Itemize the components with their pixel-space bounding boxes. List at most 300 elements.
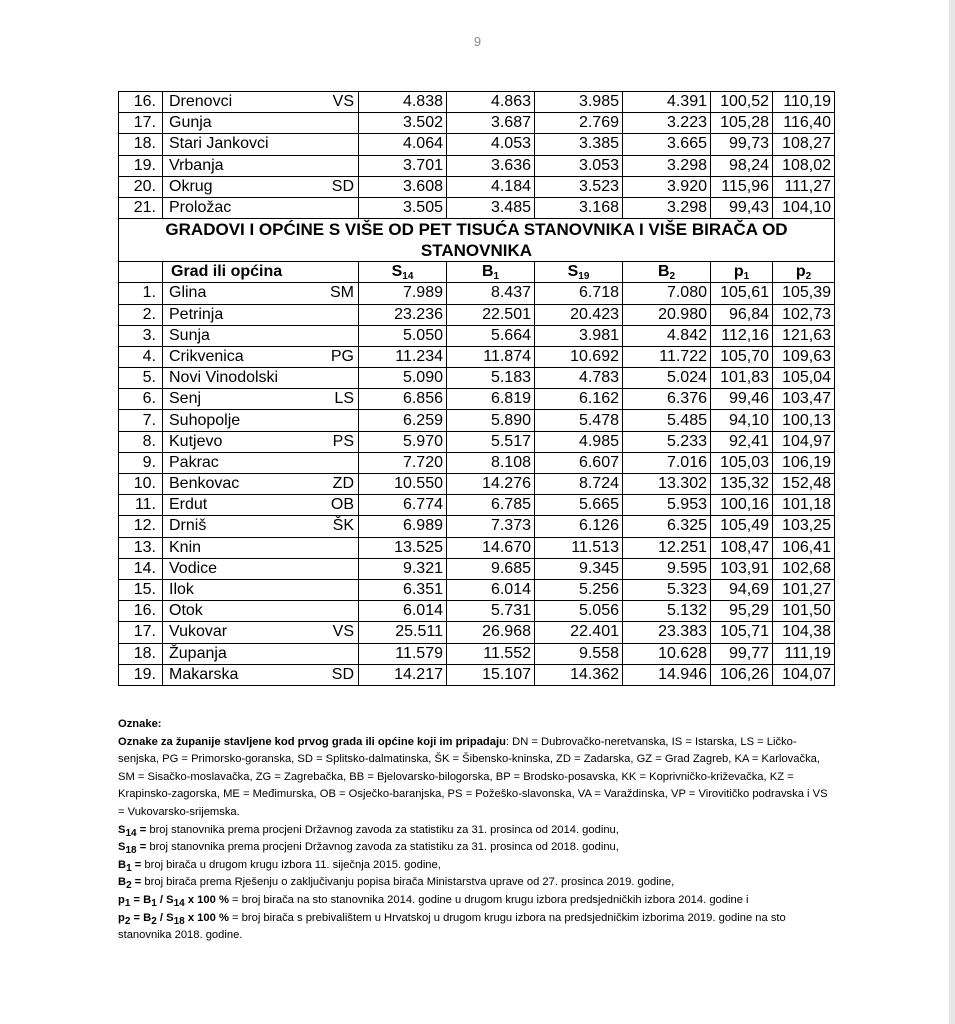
s18-sub: 18 xyxy=(125,845,137,857)
row-s14: 7.720 xyxy=(359,452,447,473)
p2-s2: 2 xyxy=(151,915,157,927)
row-city: Petrinja xyxy=(163,304,313,325)
row-b2: 10.628 xyxy=(623,643,711,664)
row-b1: 4.053 xyxy=(447,134,535,155)
row-b1: 3.636 xyxy=(447,155,535,176)
row-b1: 8.437 xyxy=(447,283,535,304)
table-row xyxy=(119,346,835,367)
row-p1: 99,73 xyxy=(711,134,773,155)
row-s14: 3.701 xyxy=(359,155,447,176)
row-city: Senj xyxy=(163,389,313,410)
s14-eq: = xyxy=(136,823,147,836)
row-b1: 22.501 xyxy=(447,304,535,325)
row-s19: 6.718 xyxy=(535,283,623,304)
row-s14: 3.505 xyxy=(359,197,447,218)
row-city: Drenovci xyxy=(163,92,313,113)
row-s14: 5.050 xyxy=(359,325,447,346)
row-p1: 103,91 xyxy=(711,558,773,579)
row-b1: 3.485 xyxy=(447,197,535,218)
row-number: 8. xyxy=(119,431,163,452)
row-p2: 101,50 xyxy=(773,601,835,622)
row-city: Suhopolje xyxy=(163,410,313,431)
row-p1: 105,49 xyxy=(711,516,773,537)
p1-f4: x 100 % xyxy=(184,893,229,906)
b2-symbol: B xyxy=(118,876,127,889)
row-number: 16. xyxy=(119,92,163,113)
row-p2: 104,97 xyxy=(773,431,835,452)
table-row xyxy=(119,643,835,664)
row-county xyxy=(313,601,359,622)
row-s14: 6.014 xyxy=(359,601,447,622)
row-s19: 3.981 xyxy=(535,325,623,346)
table-row xyxy=(119,410,835,431)
notes-heading: Oznake: xyxy=(118,718,162,730)
table-row xyxy=(119,389,835,410)
notes-p1 xyxy=(118,892,834,910)
row-number: 6. xyxy=(119,389,163,410)
p2-f2: = B xyxy=(130,911,152,924)
notes xyxy=(118,716,834,945)
header-city: Grad ili općina xyxy=(163,262,359,283)
row-s14: 23.236 xyxy=(359,304,447,325)
p1-text: = broj birača na sto stanovnika 2014. godine u drugom krugu izbora predsjedničkih izbora 2014. godine i xyxy=(228,893,749,906)
row-b1: 14.670 xyxy=(447,537,535,558)
row-county xyxy=(313,368,359,389)
row-city: Benkovac xyxy=(163,474,313,495)
header-p1-symbol: p xyxy=(733,263,744,281)
row-s19: 4.783 xyxy=(535,368,623,389)
table-row xyxy=(119,579,835,600)
row-p1: 108,47 xyxy=(711,537,773,558)
row-p1: 94,10 xyxy=(711,410,773,431)
header-p1 xyxy=(711,262,773,283)
header-s14-symbol: S xyxy=(391,263,403,281)
section-title-row xyxy=(119,219,835,262)
b1-eq: = xyxy=(131,858,142,871)
row-p2: 111,27 xyxy=(773,176,835,197)
header-b1-symbol: B xyxy=(481,263,494,281)
row-s14: 6.351 xyxy=(359,579,447,600)
table-row xyxy=(119,304,835,325)
row-city: Erdut xyxy=(163,495,313,516)
page-edge xyxy=(949,0,955,1024)
table-row xyxy=(119,664,835,685)
row-s14: 11.234 xyxy=(359,346,447,367)
row-city: Ilok xyxy=(163,579,313,600)
row-s19: 6.607 xyxy=(535,452,623,473)
row-s19: 3.053 xyxy=(535,155,623,176)
row-s19: 2.769 xyxy=(535,113,623,134)
row-p2: 101,18 xyxy=(773,495,835,516)
row-b2: 5.953 xyxy=(623,495,711,516)
row-county xyxy=(313,134,359,155)
row-county xyxy=(313,410,359,431)
row-city: Pakrac xyxy=(163,452,313,473)
table-row xyxy=(119,558,835,579)
header-p2-sub: 2 xyxy=(805,271,812,283)
row-s14: 6.774 xyxy=(359,495,447,516)
row-s14: 3.502 xyxy=(359,113,447,134)
table-row xyxy=(119,134,835,155)
row-county xyxy=(313,558,359,579)
row-p1: 96,84 xyxy=(711,304,773,325)
row-city: Makarska xyxy=(163,664,313,685)
row-number: 2. xyxy=(119,304,163,325)
row-b2: 6.325 xyxy=(623,516,711,537)
row-number: 1. xyxy=(119,283,163,304)
p1-f3: / S xyxy=(156,893,174,906)
row-p2: 108,27 xyxy=(773,134,835,155)
row-p1: 100,52 xyxy=(711,92,773,113)
row-county: VS xyxy=(313,92,359,113)
row-p1: 105,71 xyxy=(711,622,773,643)
row-county xyxy=(313,197,359,218)
p1-f2: = B xyxy=(130,893,152,906)
notes-b1 xyxy=(118,857,834,875)
notes-b2 xyxy=(118,874,834,892)
row-city: Knin xyxy=(163,537,313,558)
row-county xyxy=(313,537,359,558)
notes-p2 xyxy=(118,910,834,945)
row-county: SD xyxy=(313,664,359,685)
row-county xyxy=(313,325,359,346)
table-row xyxy=(119,431,835,452)
row-s19: 4.985 xyxy=(535,431,623,452)
header-s19-sub: 19 xyxy=(578,271,590,283)
row-s19: 9.558 xyxy=(535,643,623,664)
row-s19: 8.724 xyxy=(535,474,623,495)
row-b1: 7.373 xyxy=(447,516,535,537)
row-city: Vukovar xyxy=(163,622,313,643)
b2-sub: 2 xyxy=(126,880,132,892)
p2-s3: 18 xyxy=(173,915,185,927)
row-p1: 105,70 xyxy=(711,346,773,367)
row-number: 16. xyxy=(119,601,163,622)
row-city: Okrug xyxy=(163,176,313,197)
s14-text: broj stanovnika prema procjeni Državnog zavoda za statistiku za 31. prosinca od 2014. godinu, xyxy=(146,823,619,836)
table-row xyxy=(119,474,835,495)
table-row xyxy=(119,622,835,643)
page-number: 9 xyxy=(473,34,482,49)
row-p1: 115,96 xyxy=(711,176,773,197)
row-county xyxy=(313,579,359,600)
row-b1: 9.685 xyxy=(447,558,535,579)
row-p1: 112,16 xyxy=(711,325,773,346)
row-b2: 23.383 xyxy=(623,622,711,643)
row-county: OB xyxy=(313,495,359,516)
row-p1: 99,46 xyxy=(711,389,773,410)
row-b2: 9.595 xyxy=(623,558,711,579)
row-city: Vodice xyxy=(163,558,313,579)
row-b2: 14.946 xyxy=(623,664,711,685)
row-s19: 6.126 xyxy=(535,516,623,537)
p1-f1: p xyxy=(118,893,125,906)
row-b2: 11.722 xyxy=(623,346,711,367)
row-b1: 5.731 xyxy=(447,601,535,622)
row-b2: 5.485 xyxy=(623,410,711,431)
row-city: Glina xyxy=(163,283,313,304)
b2-text: broj birača prema Rješenju o zaključivanju popisa birača Ministarstva uprave od 27. prosinca 2019. godine, xyxy=(141,876,675,889)
row-s14: 3.608 xyxy=(359,176,447,197)
row-b1: 8.108 xyxy=(447,452,535,473)
row-s14: 13.525 xyxy=(359,537,447,558)
row-s14: 14.217 xyxy=(359,664,447,685)
row-b2: 6.376 xyxy=(623,389,711,410)
row-number: 17. xyxy=(119,113,163,134)
row-p1: 105,28 xyxy=(711,113,773,134)
row-p1: 99,77 xyxy=(711,643,773,664)
row-s19: 11.513 xyxy=(535,537,623,558)
row-s19: 5.478 xyxy=(535,410,623,431)
p1-s1: 1 xyxy=(124,897,131,909)
row-b2: 5.024 xyxy=(623,368,711,389)
row-city: Proložac xyxy=(163,197,313,218)
row-b2: 5.233 xyxy=(623,431,711,452)
row-p2: 109,63 xyxy=(773,346,835,367)
header-p1-sub: 1 xyxy=(743,271,750,283)
row-p2: 103,25 xyxy=(773,516,835,537)
row-county: ŠK xyxy=(313,516,359,537)
row-number: 12. xyxy=(119,516,163,537)
row-b2: 3.665 xyxy=(623,134,711,155)
row-p2: 104,10 xyxy=(773,197,835,218)
row-s19: 3.985 xyxy=(535,92,623,113)
row-s14: 9.321 xyxy=(359,558,447,579)
p2-f4: x 100 % xyxy=(184,911,229,924)
row-b2: 3.920 xyxy=(623,176,711,197)
row-b1: 5.517 xyxy=(447,431,535,452)
county-legend-text: : DN = Dubrovačko-neretvanska, IS = Istarska, LS = Ličko-senjska, PG = Primorsko-goranska, SD = Splitsko-dalmatinska, ŠK = Šibensko-kninska, ZD = Zadarska, GZ = Grad Zagreb, KA = Karlovačka, SM = Sisačko-moslavačka, ZG = Zagrebačka, BB = Bjelovarsko-bilogorska, BP = Brodsko-posavska, KK = Koprivničko-križevačka, KZ = Krapinsko-zagorska, ME = Međimurska, OB = Osječko-baranjska, PS = Požeško-slavonska, VA = Varaždinska, VP = Virovitičko podravska i VS = Vukovarsko-srijemska. xyxy=(118,735,828,818)
row-p2: 106,19 xyxy=(773,452,835,473)
row-p1: 100,16 xyxy=(711,495,773,516)
row-number: 10. xyxy=(119,474,163,495)
table-row xyxy=(119,155,835,176)
row-number: 3. xyxy=(119,325,163,346)
row-b1: 15.107 xyxy=(447,664,535,685)
row-number: 18. xyxy=(119,134,163,155)
row-s19: 20.423 xyxy=(535,304,623,325)
row-city: Crikvenica xyxy=(163,346,313,367)
row-number: 4. xyxy=(119,346,163,367)
table-row xyxy=(119,368,835,389)
header-b2-symbol: B xyxy=(657,263,670,281)
row-b1: 6.785 xyxy=(447,495,535,516)
row-county: SM xyxy=(313,283,359,304)
row-number: 17. xyxy=(119,622,163,643)
row-s14: 5.970 xyxy=(359,431,447,452)
row-county: LS xyxy=(313,389,359,410)
row-b2: 4.842 xyxy=(623,325,711,346)
row-number: 21. xyxy=(119,197,163,218)
row-p2: 111,19 xyxy=(773,643,835,664)
row-b2: 13.302 xyxy=(623,474,711,495)
row-p1: 105,61 xyxy=(711,283,773,304)
row-number: 15. xyxy=(119,579,163,600)
row-county xyxy=(313,452,359,473)
row-county: PG xyxy=(313,346,359,367)
header-s19-symbol: S xyxy=(567,263,579,281)
row-county xyxy=(313,155,359,176)
p1-s3: 14 xyxy=(173,897,185,909)
header-b1 xyxy=(447,262,535,283)
row-b2: 3.298 xyxy=(623,155,711,176)
row-city: Vrbanja xyxy=(163,155,313,176)
row-number: 7. xyxy=(119,410,163,431)
row-b1: 5.664 xyxy=(447,325,535,346)
row-s19: 10.692 xyxy=(535,346,623,367)
row-county: VS xyxy=(313,622,359,643)
header-no xyxy=(119,262,163,283)
notes-county-legend xyxy=(118,734,834,822)
header-p2-symbol: p xyxy=(795,263,806,281)
row-county: SD xyxy=(313,176,359,197)
county-legend-label: Oznake za županije stavljene kod prvog grada ili općine koji im pripadaju xyxy=(118,735,506,748)
row-p2: 102,73 xyxy=(773,304,835,325)
row-p2: 103,47 xyxy=(773,389,835,410)
row-p1: 105,03 xyxy=(711,452,773,473)
row-b2: 20.980 xyxy=(623,304,711,325)
header-s14-sub: 14 xyxy=(402,271,414,283)
row-county xyxy=(313,643,359,664)
row-b2: 5.132 xyxy=(623,601,711,622)
notes-s18 xyxy=(118,839,834,857)
row-p1: 135,32 xyxy=(711,474,773,495)
row-p2: 105,04 xyxy=(773,368,835,389)
table-row xyxy=(119,283,835,304)
row-p2: 110,19 xyxy=(773,92,835,113)
row-p2: 100,13 xyxy=(773,410,835,431)
p2-f3: / S xyxy=(156,911,174,924)
notes-s14 xyxy=(118,822,834,840)
row-b1: 11.874 xyxy=(447,346,535,367)
row-s14: 11.579 xyxy=(359,643,447,664)
section-title: GRADOVI I OPĆINE S VIŠE OD PET TISUĆA STANOVNIKA I VIŠE BIRAČA OD STANOVNIKA xyxy=(119,219,835,262)
row-s19: 9.345 xyxy=(535,558,623,579)
header-b2-sub: 2 xyxy=(669,271,676,283)
row-number: 5. xyxy=(119,368,163,389)
row-b1: 14.276 xyxy=(447,474,535,495)
row-b1: 4.184 xyxy=(447,176,535,197)
table-row xyxy=(119,495,835,516)
table-row xyxy=(119,92,835,113)
row-p1: 92,41 xyxy=(711,431,773,452)
table-row xyxy=(119,601,835,622)
table-row xyxy=(119,516,835,537)
b2-eq: = xyxy=(131,876,142,889)
row-county xyxy=(313,113,359,134)
row-b1: 5.890 xyxy=(447,410,535,431)
header-p2 xyxy=(773,262,835,283)
row-s14: 7.989 xyxy=(359,283,447,304)
row-b1: 3.687 xyxy=(447,113,535,134)
table-row xyxy=(119,325,835,346)
p1-s2: 1 xyxy=(151,897,157,909)
row-p2: 104,38 xyxy=(773,622,835,643)
row-b1: 6.819 xyxy=(447,389,535,410)
row-b2: 12.251 xyxy=(623,537,711,558)
row-city: Županja xyxy=(163,643,313,664)
row-p1: 95,29 xyxy=(711,601,773,622)
b1-sub: 1 xyxy=(126,862,132,874)
row-p1: 106,26 xyxy=(711,664,773,685)
p2-text: = broj birača s prebivalištem u Hrvatskoj u drugom krugu izbora na predsjedničkim izborima 2019. godine na sto stanovnika 2018. godine. xyxy=(118,911,786,942)
row-b2: 3.298 xyxy=(623,197,711,218)
row-s19: 3.168 xyxy=(535,197,623,218)
table-row xyxy=(119,113,835,134)
row-p2: 101,27 xyxy=(773,579,835,600)
row-s19: 3.523 xyxy=(535,176,623,197)
row-s19: 22.401 xyxy=(535,622,623,643)
row-p1: 94,69 xyxy=(711,579,773,600)
row-s19: 3.385 xyxy=(535,134,623,155)
row-city: Otok xyxy=(163,601,313,622)
row-s19: 14.362 xyxy=(535,664,623,685)
row-county: ZD xyxy=(313,474,359,495)
row-p1: 98,24 xyxy=(711,155,773,176)
row-b2: 7.080 xyxy=(623,283,711,304)
voters-table xyxy=(118,91,835,686)
header-b1-sub: 1 xyxy=(493,271,500,283)
header-b2 xyxy=(623,262,711,283)
row-p1: 99,43 xyxy=(711,197,773,218)
row-s19: 6.162 xyxy=(535,389,623,410)
row-b2: 5.323 xyxy=(623,579,711,600)
row-b2: 4.391 xyxy=(623,92,711,113)
row-number: 19. xyxy=(119,155,163,176)
row-b2: 3.223 xyxy=(623,113,711,134)
row-p2: 104,07 xyxy=(773,664,835,685)
table-header-row xyxy=(119,262,835,283)
row-city: Sunja xyxy=(163,325,313,346)
table-row xyxy=(119,197,835,218)
p2-s1: 2 xyxy=(124,915,131,927)
row-b1: 5.183 xyxy=(447,368,535,389)
row-p2: 106,41 xyxy=(773,537,835,558)
row-s14: 6.856 xyxy=(359,389,447,410)
table-row xyxy=(119,537,835,558)
s18-eq: = xyxy=(136,841,147,854)
row-city: Kutjevo xyxy=(163,431,313,452)
header-s14 xyxy=(359,262,447,283)
row-b1: 11.552 xyxy=(447,643,535,664)
row-s19: 5.056 xyxy=(535,601,623,622)
row-number: 13. xyxy=(119,537,163,558)
main-rows xyxy=(119,283,835,686)
row-p1: 101,83 xyxy=(711,368,773,389)
s18-symbol: S xyxy=(118,841,126,854)
row-p2: 108,02 xyxy=(773,155,835,176)
row-s14: 10.550 xyxy=(359,474,447,495)
table-row xyxy=(119,176,835,197)
b1-text: broj birača u drugom krugu izbora 11. siječnja 2015. godine, xyxy=(141,858,441,871)
row-county: PS xyxy=(313,431,359,452)
row-s19: 5.665 xyxy=(535,495,623,516)
row-s14: 25.511 xyxy=(359,622,447,643)
row-s19: 5.256 xyxy=(535,579,623,600)
row-s14: 6.259 xyxy=(359,410,447,431)
row-number: 9. xyxy=(119,452,163,473)
row-s14: 6.989 xyxy=(359,516,447,537)
p2-f1: p xyxy=(118,911,125,924)
s14-sub: 14 xyxy=(125,827,137,839)
s18-text: broj stanovnika prema procjeni Državnog zavoda za statistiku za 31. prosinca od 2018. godinu, xyxy=(146,841,619,854)
row-s14: 4.838 xyxy=(359,92,447,113)
row-number: 18. xyxy=(119,643,163,664)
row-b1: 6.014 xyxy=(447,579,535,600)
row-b1: 4.863 xyxy=(447,92,535,113)
row-p2: 152,48 xyxy=(773,474,835,495)
header-s19 xyxy=(535,262,623,283)
